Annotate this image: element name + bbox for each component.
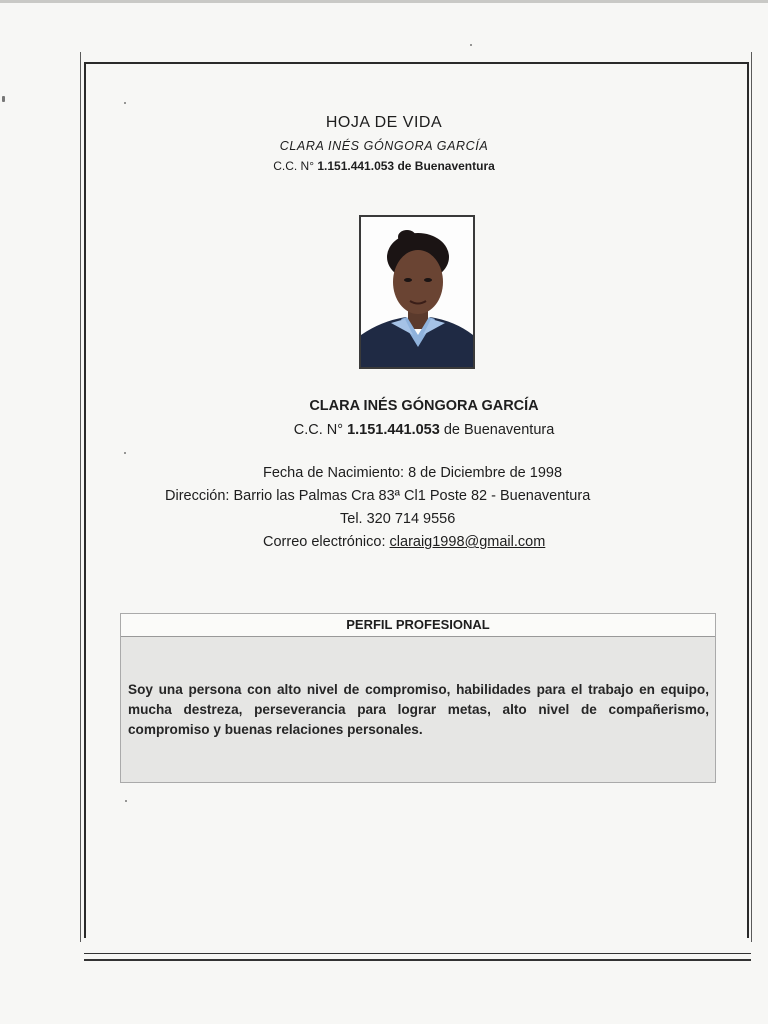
applicant-id-city: de Buenaventura xyxy=(443,422,555,438)
profile-heading: PERFIL PROFESIONAL xyxy=(121,614,715,637)
birth-date: Fecha de Nacimiento: 8 de Diciembre de 1998 xyxy=(263,465,563,481)
email-line xyxy=(263,534,545,550)
applicant-id xyxy=(40,422,768,438)
portrait-icon xyxy=(361,217,473,367)
scan-speck xyxy=(124,102,126,104)
profile-text: Soy una persona con alto nivel de compromiso, habilidades para el trabajo en equipo, mucha destreza, perseverancia para lograr metas, alto nivel de compañerismo, compromiso y buenas relaciones personales. xyxy=(128,682,709,737)
scan-speck xyxy=(125,800,127,802)
email-link[interactable]: claraig1998@gmail.com xyxy=(389,534,546,550)
scan-speck xyxy=(2,96,5,102)
header-id-number: 1.151.441.053 xyxy=(317,159,395,173)
header-name: CLARA INÉS GÓNGORA GARCÍA xyxy=(279,139,489,153)
header-id xyxy=(0,159,768,173)
scan-speck xyxy=(124,452,126,454)
email-label: Correo electrónico: xyxy=(263,534,386,550)
applicant-id-number: 1.151.441.053 xyxy=(347,422,440,438)
header-id-city: de Buenaventura xyxy=(397,159,495,173)
applicant-id-prefix: C.C. N° xyxy=(293,422,344,438)
phone: Tel. 320 714 9556 xyxy=(340,511,456,527)
bottom-rule xyxy=(84,953,751,961)
header-id-prefix: C.C. N° xyxy=(273,159,314,173)
scan-speck xyxy=(470,44,472,46)
applicant-name: CLARA INÉS GÓNGORA GARCÍA xyxy=(309,398,539,414)
page-top-edge xyxy=(0,0,768,3)
address: Dirección: Barrio las Palmas Cra 83ª Cl1 Poste 82 - Buenaventura xyxy=(165,488,591,504)
profile-section xyxy=(120,613,716,783)
document-title: HOJA DE VIDA xyxy=(325,114,443,131)
portrait-photo xyxy=(359,215,475,369)
